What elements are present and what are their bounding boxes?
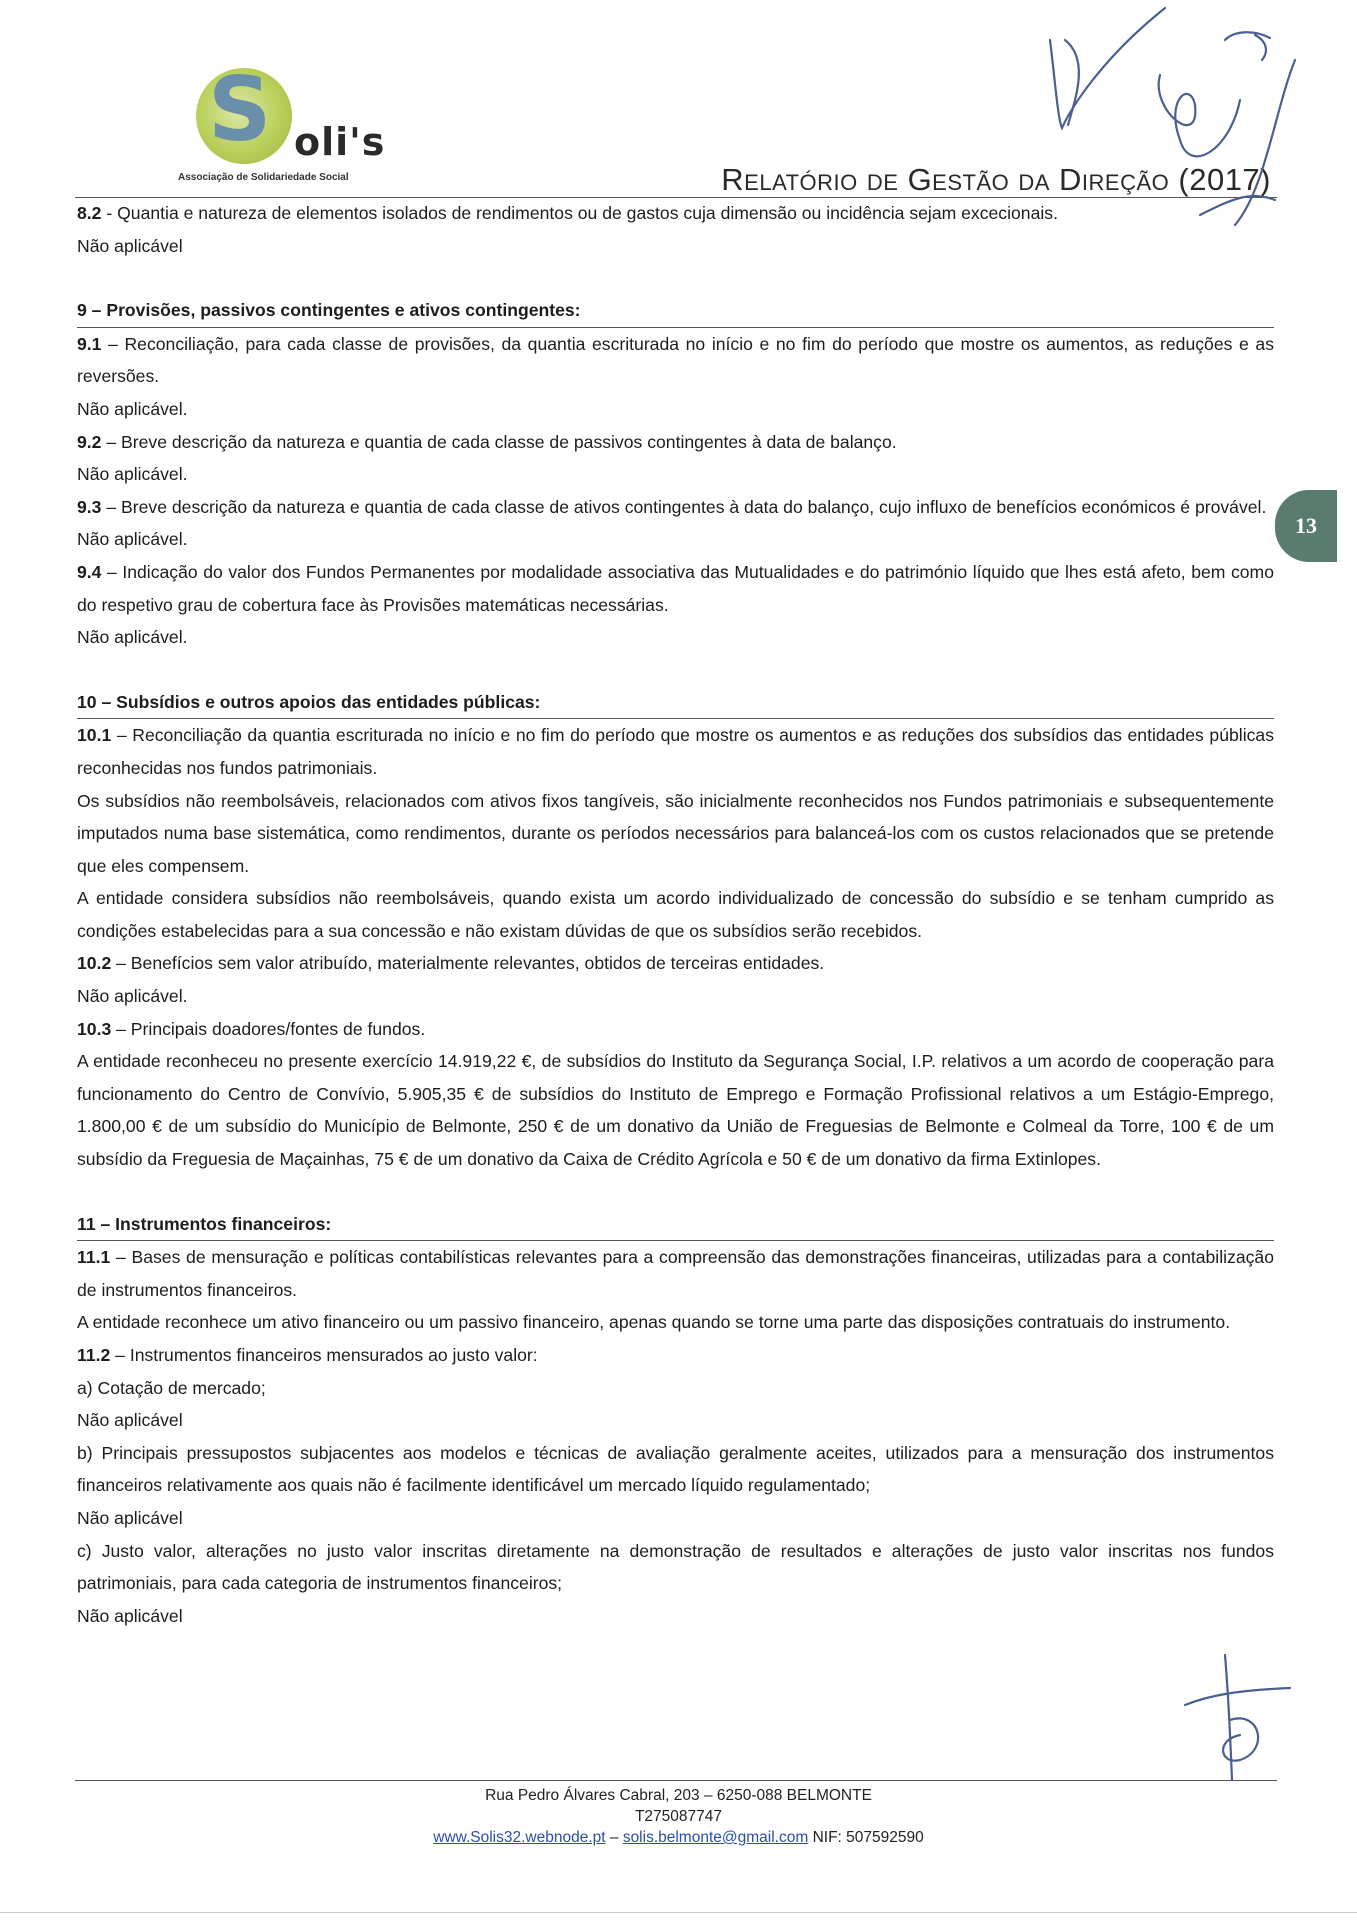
body-paragraph: Não aplicável [77, 1410, 183, 1431]
scan-edge-divider [0, 1912, 1357, 1913]
subsection-text: – Reconciliação da quantia escriturada no início e no fim do período que mostre os aumentos e as reduções dos subsídios das entidades públicas reconhecidas nos fundos patrimoniais. [77, 725, 1274, 778]
body-paragraph: Não aplicável [77, 1507, 183, 1528]
footer-divider [75, 1780, 1277, 1781]
subsection-text: – Indicação do valor dos Fundos Permanentes por modalidade associativa das Mutualidades e do património líquido que lhes está afeto, bem como do respetivo grau de cobertura face às Provisões matemáticas necessárias. [77, 561, 1274, 615]
body-paragraph: Não aplicável. [77, 398, 188, 419]
logo-subtitle: Associação de Solidariedade Social [178, 172, 349, 183]
subsection-text: – Bases de mensuração e políticas contabilísticas relevantes para a compreensão das demonstrações financeiras, utilizadas para a contabilização de instrumentos financeiros. [77, 1247, 1274, 1300]
subsection-paragraph [77, 327, 1274, 393]
solis-logo [178, 58, 438, 183]
subsection-text: – Principais doadores/fontes de fundos. [111, 1018, 426, 1039]
footer-contacts [0, 1827, 1357, 1848]
body-paragraph: a) Cotação de mercado; [77, 1377, 266, 1398]
report-title: Relatório de Gestão da Direção (2017) [721, 162, 1271, 197]
footer-separator: – [605, 1829, 623, 1846]
body-paragraph: Não aplicável. [77, 986, 188, 1007]
body-paragraph: A entidade considera subsídios não reembolsáveis, quando exista um acordo individualizado de concessão do subsídio e se tenham cumprido as condições estabelecidas para a sua concessão e não existam dúvidas de que os subsídios serão recebidos. [77, 888, 1274, 941]
footer-nif: NIF: 507592590 [808, 1829, 924, 1846]
footer-address: Rua Pedro Álvares Cabral, 203 – 6250-088 BELMONTE [485, 1787, 872, 1804]
section-heading: 11 – Instrumentos financeiros: [77, 1213, 332, 1234]
body-paragraph: A entidade reconheceu no presente exercício 14.919,22 €, de subsídios do Instituto da Segurança Social, I.P. relativos a um acordo de cooperação para funcionamento do Centro de Convívio, 5.905,35 € de subsídios do Instituto de Emprego e Formação Profissional relativos a um Estágio-Emprego, 1.800,00 € de um subsídio do Município de Belmonte, 250 € de um donativo da União de Freguesias de Belmonte e Colmeal da Torre, 100 € de um subsídio da Freguesia de Maçainhas, 75 € de um donativo da Caixa de Crédito Agrícola e 50 € de um donativo da firma Extinlopes. [77, 1051, 1274, 1170]
footer-phone: T275087747 [634, 1808, 723, 1825]
footer [0, 1785, 1357, 1848]
body-paragraph: Não aplicável. [77, 464, 188, 485]
subsection-number: 11.2 [77, 1345, 111, 1365]
subsection-number: 9.2 [77, 431, 102, 452]
subsection-paragraph [77, 556, 1274, 621]
subsection-paragraph [77, 1339, 1274, 1372]
subsection-paragraph [77, 1013, 1274, 1046]
subsection-text: – Breve descrição da natureza e quantia de cada classe de passivos contingentes à data de balanço. [101, 431, 897, 452]
body-paragraph: A entidade reconhece um ativo financeiro ou um passivo financeiro, apenas quando se torne uma parte das disposições contratuais do instrumento. [77, 1312, 1231, 1333]
subsection-number: 10.2 [77, 953, 112, 974]
subsection-number: 10.3 [77, 1018, 112, 1039]
section-heading: 10 – Subsídios e outros apoios das entidades públicas: [77, 691, 541, 712]
subsection-text: – Reconciliação, para cada classe de provisões, da quantia escriturada no início e no fim do período que mostre os aumentos, as reduções e as reversões. [77, 333, 1274, 387]
subsection-paragraph [77, 947, 1274, 980]
body-paragraph: b) Principais pressupostos subjacentes aos modelos e técnicas de avaliação geralmente aceites, utilizados para a mensuração dos instrumentos financeiros relativamente aos quais não é facilmente identificável um mercado líquido regulamentado; [77, 1442, 1274, 1496]
logo-letter: S [208, 58, 272, 161]
body-paragraph: c) Justo valor, alterações no justo valor inscritas diretamente na demonstração de resultados e alterações de justo valor inscritas nos fundos patrimoniais, para cada categoria de instrumentos financeiros; [77, 1540, 1274, 1594]
subsection-paragraph [77, 426, 1274, 459]
body-paragraph: Não aplicável. [77, 627, 188, 648]
logo-word: oli's [294, 120, 386, 164]
body-paragraph: Os subsídios não reembolsáveis, relacionados com ativos fixos tangíveis, são inicialmente reconhecidos nos Fundos patrimoniais e subsequentemente imputados numa base sistemática, como rendimentos, durante os períodos necessários para balanceá-los com os custos relacionados que se pretende que eles compensem. [77, 790, 1274, 876]
signature-bottom-right-icon [1180, 1650, 1300, 1790]
page-number-badge: 13 [1275, 490, 1337, 562]
subsection-number: 9.3 [77, 496, 102, 517]
email-link[interactable]: solis.belmonte@gmail.com [622, 1829, 809, 1846]
subsection-paragraph [77, 491, 1274, 524]
website-link[interactable]: www.Solis32.webnode.pt [433, 1829, 606, 1846]
subsection-number: 11.1 [77, 1247, 111, 1268]
section-heading: 9 – Provisões, passivos contingentes e ativos contingentes: [77, 300, 581, 321]
subsection-number: 9.1 [77, 333, 102, 354]
report-body [77, 197, 1274, 1632]
body-paragraph: Não aplicável [77, 1605, 183, 1626]
subsection-number: 9.4 [77, 561, 102, 582]
subsection-text: – Benefícios sem valor atribuído, materialmente relevantes, obtidos de terceiras entidades. [111, 953, 825, 974]
subsection-paragraph [77, 1240, 1274, 1306]
subsection-text: - Quantia e natureza de elementos isolados de rendimentos ou de gastos cuja dimensão ou incidência sejam excecionais. [101, 203, 1058, 223]
subsection-number: 8.2 [77, 203, 102, 223]
subsection-text: – Instrumentos financeiros mensurados ao justo valor: [110, 1345, 538, 1365]
body-paragraph: Não aplicável [77, 235, 183, 256]
subsection-text: – Breve descrição da natureza e quantia de cada classe de ativos contingentes à data do balanço, cujo influxo de benefícios económicos é provável. [101, 496, 1267, 517]
signature-top-right-icon [1030, 0, 1330, 230]
subsection-number: 10.1 [77, 725, 112, 746]
body-paragraph: Não aplicável. [77, 529, 188, 550]
subsection-paragraph [77, 718, 1274, 784]
